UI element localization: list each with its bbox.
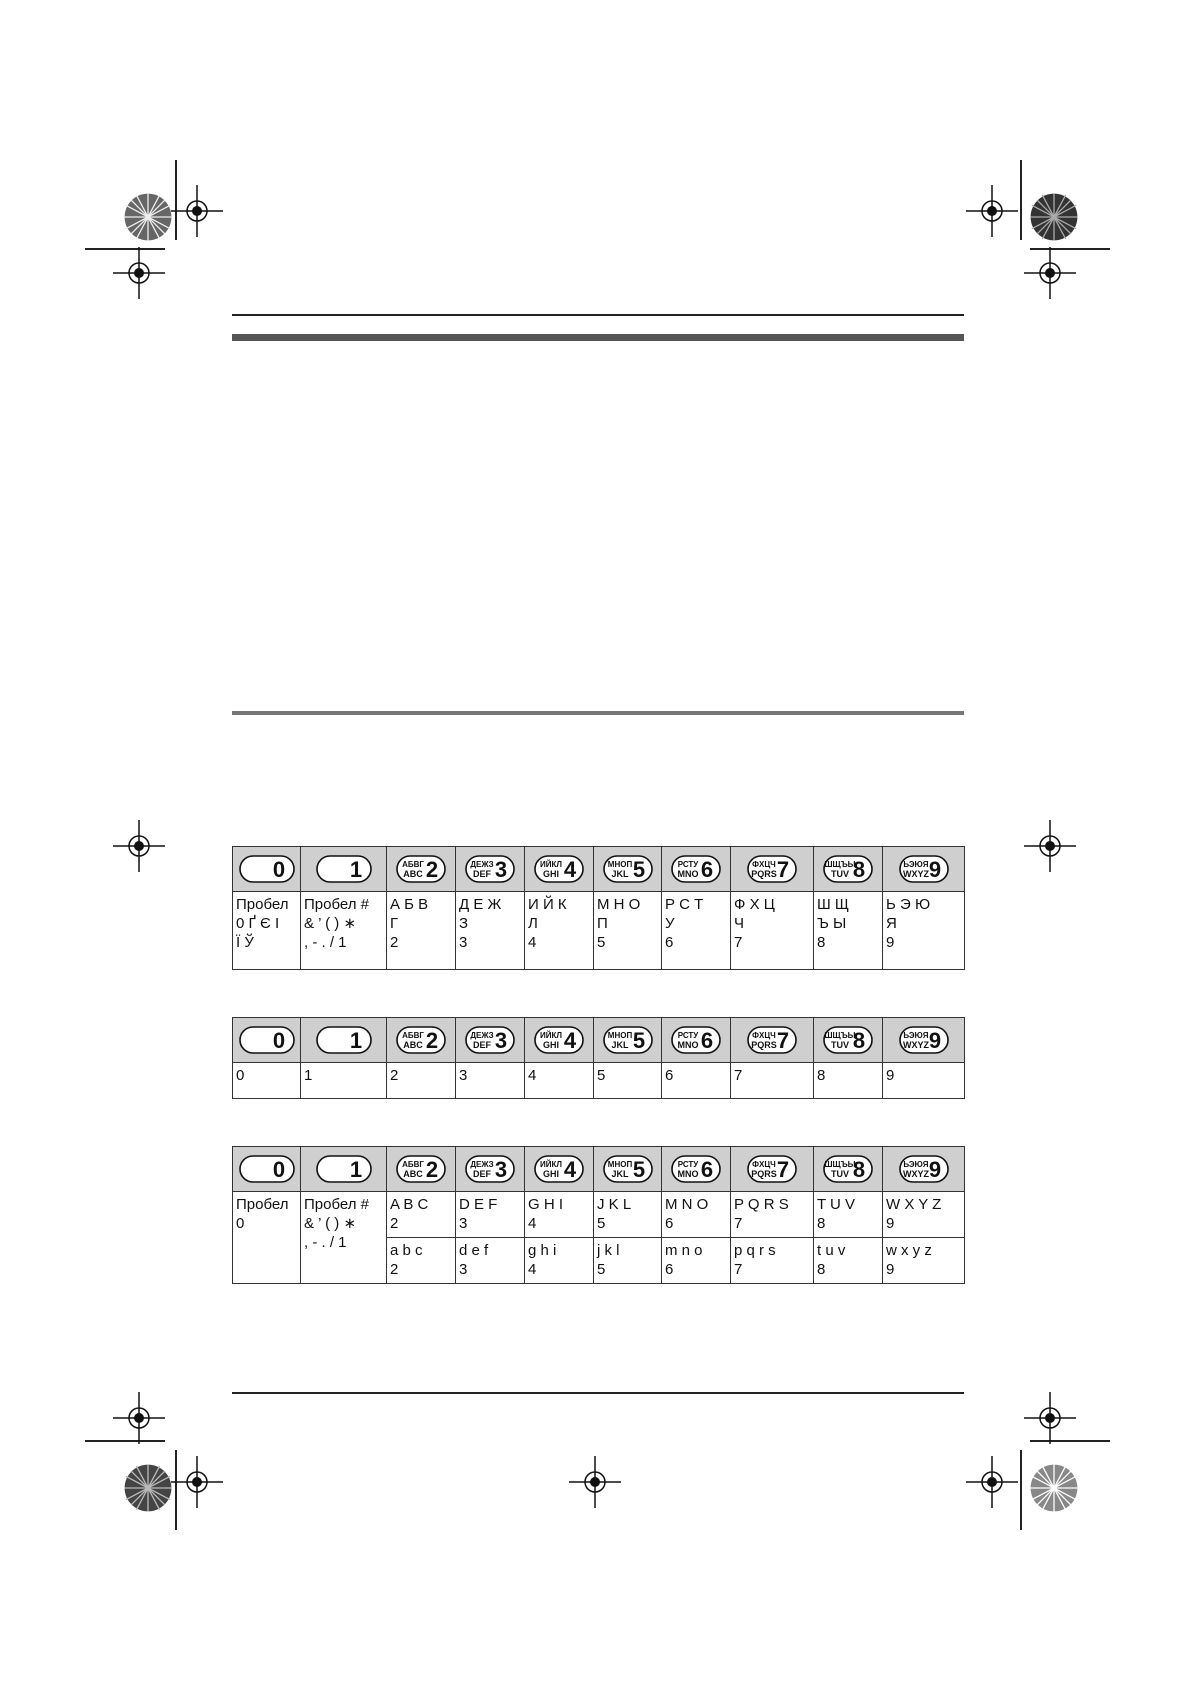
table-cell: Пробел 0 Ґ Є І Ї Ў (233, 892, 301, 970)
table-cell: Ш Щ Ъ Ы 8 (814, 892, 883, 970)
key-digit: 0 (272, 1028, 285, 1053)
phone-key-4-icon (534, 1026, 584, 1054)
table-cell: Ь Э Ю Я 9 (883, 892, 965, 970)
key-digit: 3 (494, 857, 508, 882)
key-header-cell (301, 847, 387, 892)
registration-crosshair-icon (569, 1456, 621, 1508)
key-digit: 1 (349, 1157, 362, 1182)
table-cell: P Q R S 7 (731, 1192, 814, 1238)
cyrillic-character-table (232, 846, 965, 970)
key-header-row (233, 847, 965, 892)
phone-key-6-icon (671, 1026, 721, 1054)
key-label-cyrillic: ИЙКЛ (540, 1031, 562, 1040)
key-label-latin: WXYZ (902, 869, 929, 879)
key-digit: 7 (776, 1028, 790, 1053)
phone-key-8-icon (823, 1026, 873, 1054)
key-label-latin: GHI (542, 1169, 560, 1179)
phone-key-9-icon (899, 855, 949, 883)
starburst-mark-icon (1028, 1462, 1068, 1502)
key-label-latin: JKL (610, 869, 629, 879)
crop-line (85, 248, 165, 250)
key-header-cell (456, 1147, 525, 1192)
phone-key-1-icon (316, 1026, 372, 1054)
table-cell: Пробел 0 (233, 1192, 301, 1284)
key-label-latin: PQRS (751, 869, 777, 879)
phone-key-3-icon (465, 855, 515, 883)
key-digit: 8 (852, 1157, 866, 1182)
table-cell: T U V 8 (814, 1192, 883, 1238)
table-cell: 4 (525, 1063, 594, 1099)
key-digit: 2 (425, 1028, 439, 1053)
key-header-row (233, 1147, 965, 1192)
table-cell: 5 (594, 1063, 662, 1099)
table-cell: D E F 3 (456, 1192, 525, 1238)
key-label-cyrillic: АБВГ (402, 860, 424, 869)
phone-key-7-icon (747, 855, 797, 883)
key-header-cell (387, 1147, 456, 1192)
key-label-latin: ABC (403, 869, 423, 879)
key-label-cyrillic: ДЕЖЗ (470, 1031, 494, 1040)
key-header-cell (233, 1147, 301, 1192)
table-cell: 2 (387, 1063, 456, 1099)
key-label-cyrillic: АБВГ (402, 1160, 424, 1169)
key-header-cell (387, 1018, 456, 1063)
key-label-latin: JKL (610, 1040, 629, 1050)
key-header-cell (301, 1147, 387, 1192)
key-label-cyrillic: МНОП (607, 1031, 632, 1040)
phone-key-1-icon (316, 1155, 372, 1183)
key-label-latin: TUV (831, 1169, 849, 1179)
key-label-cyrillic: ДЕЖЗ (470, 860, 494, 869)
key-header-cell (731, 1018, 814, 1063)
table-cell: Пробел # & ’ ( ) ∗ , - . / 1 (301, 892, 387, 970)
phone-key-1-icon (316, 855, 372, 883)
starburst-mark-icon (122, 191, 162, 231)
table-cell: a b c 2 (387, 1238, 456, 1284)
table-cell: A B C 2 (387, 1192, 456, 1238)
table-row (233, 1063, 965, 1099)
header-rule-thick (232, 334, 964, 341)
key-header-cell (662, 1147, 731, 1192)
key-header-cell (814, 1018, 883, 1063)
table-cell: М Н О П 5 (594, 892, 662, 970)
key-header-cell (233, 1018, 301, 1063)
registration-crosshair-icon (113, 820, 165, 872)
key-digit: 5 (632, 1028, 645, 1053)
phone-key-5-icon (603, 1155, 653, 1183)
key-header-cell (662, 847, 731, 892)
key-label-cyrillic: АБВГ (402, 1031, 424, 1040)
key-digit: 4 (563, 857, 577, 882)
key-label-latin: MNO (677, 1169, 699, 1179)
starburst-mark-icon (1028, 191, 1068, 231)
table-cell: Д Е Ж З 3 (456, 892, 525, 970)
key-label-latin: DEF (473, 869, 491, 879)
crop-line (1030, 1440, 1110, 1442)
key-label-latin: MNO (677, 1040, 699, 1050)
key-label-latin: ABC (403, 1169, 423, 1179)
table-cell: 7 (731, 1063, 814, 1099)
key-header-cell (814, 847, 883, 892)
key-digit: 4 (563, 1157, 577, 1182)
latin-character-table (232, 1146, 965, 1284)
key-label-cyrillic: ЬЭЮЯ (902, 860, 929, 869)
table-cell: t u v 8 (814, 1238, 883, 1284)
key-digit: 4 (563, 1028, 577, 1053)
phone-key-5-icon (603, 855, 653, 883)
phone-key-7-icon (747, 1026, 797, 1054)
key-header-cell (594, 1018, 662, 1063)
crop-line (1020, 1450, 1022, 1530)
phone-key-3-icon (465, 1155, 515, 1183)
key-digit: 6 (700, 1157, 714, 1182)
key-label-cyrillic: ФХЦЧ (752, 860, 776, 869)
key-digit: 6 (700, 857, 714, 882)
table-cell: W X Y Z 9 (883, 1192, 965, 1238)
table-cell: G H I 4 (525, 1192, 594, 1238)
phone-key-9-icon (899, 1155, 949, 1183)
key-header-cell (731, 847, 814, 892)
table-cell: j k l 5 (594, 1238, 662, 1284)
key-digit: 5 (632, 1157, 645, 1182)
key-label-cyrillic: ЬЭЮЯ (902, 1160, 929, 1169)
registration-crosshair-icon (171, 1456, 223, 1508)
key-digit: 2 (425, 1157, 439, 1182)
key-label-cyrillic: ШЩЪЫ (824, 860, 856, 869)
key-digit: 2 (425, 857, 439, 882)
key-digit: 0 (272, 1157, 285, 1182)
table-cell: 0 (233, 1063, 301, 1099)
key-label-latin: PQRS (751, 1040, 777, 1050)
table-cell: d e f 3 (456, 1238, 525, 1284)
key-digit: 1 (349, 857, 362, 882)
phone-key-7-icon (747, 1155, 797, 1183)
phone-key-4-icon (534, 1155, 584, 1183)
key-digit: 8 (852, 857, 866, 882)
table-row (233, 892, 965, 970)
phone-key-6-icon (671, 1155, 721, 1183)
key-digit: 8 (852, 1028, 866, 1053)
crop-line (1020, 160, 1022, 240)
key-header-cell (594, 1147, 662, 1192)
key-digit: 3 (494, 1157, 508, 1182)
table-cell: Р С Т У 6 (662, 892, 731, 970)
key-digit: 3 (494, 1028, 508, 1053)
key-header-cell (731, 1147, 814, 1192)
table-cell: Ф Х Ц Ч 7 (731, 892, 814, 970)
table-row (233, 1192, 965, 1238)
key-digit: 1 (349, 1028, 362, 1053)
table-cell: 9 (883, 1063, 965, 1099)
starburst-mark-icon (122, 1462, 162, 1502)
phone-key-0-icon (239, 1155, 295, 1183)
key-label-latin: TUV (831, 869, 849, 879)
registration-crosshair-icon (966, 185, 1018, 237)
key-label-cyrillic: ШЩЪЫ (824, 1031, 856, 1040)
key-header-cell (456, 1018, 525, 1063)
key-label-latin: ABC (403, 1040, 423, 1050)
numeric-character-table (232, 1017, 965, 1099)
key-label-cyrillic: РСТУ (677, 860, 699, 869)
header-rule-thin (232, 314, 964, 316)
key-digit: 5 (632, 857, 645, 882)
crop-line (175, 1450, 177, 1530)
section-rule (232, 711, 964, 715)
key-digit: 7 (776, 857, 790, 882)
key-header-cell (814, 1147, 883, 1192)
crop-line (1030, 248, 1110, 250)
phone-key-3-icon (465, 1026, 515, 1054)
table-cell: 8 (814, 1063, 883, 1099)
phone-key-5-icon (603, 1026, 653, 1054)
key-label-latin: JKL (610, 1169, 629, 1179)
phone-key-9-icon (899, 1026, 949, 1054)
key-label-latin: GHI (542, 1040, 560, 1050)
registration-crosshair-icon (1024, 820, 1076, 872)
key-digit: 9 (928, 857, 941, 882)
registration-crosshair-icon (171, 185, 223, 237)
key-label-latin: WXYZ (902, 1169, 929, 1179)
key-label-cyrillic: ШЩЪЫ (824, 1160, 856, 1169)
phone-key-2-icon (396, 855, 446, 883)
key-label-cyrillic: ФХЦЧ (752, 1031, 776, 1040)
table-cell: m n o 6 (662, 1238, 731, 1284)
key-label-cyrillic: МНОП (607, 1160, 632, 1169)
key-header-cell (525, 847, 594, 892)
table-cell: M N O 6 (662, 1192, 731, 1238)
key-header-cell (883, 1018, 965, 1063)
key-header-cell (525, 1147, 594, 1192)
table-cell: 6 (662, 1063, 731, 1099)
table-cell: g h i 4 (525, 1238, 594, 1284)
registration-crosshair-icon (1024, 1392, 1076, 1444)
table-cell: И Й К Л 4 (525, 892, 594, 970)
key-label-cyrillic: ФХЦЧ (752, 1160, 776, 1169)
key-label-latin: MNO (677, 869, 699, 879)
key-label-latin: PQRS (751, 1169, 777, 1179)
key-label-cyrillic: ДЕЖЗ (470, 1160, 494, 1169)
key-label-latin: DEF (473, 1169, 491, 1179)
key-digit: 9 (928, 1157, 941, 1182)
crop-line (85, 1440, 165, 1442)
key-digit: 0 (272, 857, 285, 882)
key-header-row (233, 1018, 965, 1063)
table-cell: 1 (301, 1063, 387, 1099)
key-label-latin: DEF (473, 1040, 491, 1050)
registration-crosshair-icon (113, 247, 165, 299)
phone-key-4-icon (534, 855, 584, 883)
key-digit: 9 (928, 1028, 941, 1053)
key-digit: 6 (700, 1028, 714, 1053)
key-label-cyrillic: ИЙКЛ (540, 860, 562, 869)
key-header-cell (594, 847, 662, 892)
key-label-cyrillic: МНОП (607, 860, 632, 869)
table-cell: J K L 5 (594, 1192, 662, 1238)
phone-key-6-icon (671, 855, 721, 883)
key-header-cell (525, 1018, 594, 1063)
key-label-cyrillic: ИЙКЛ (540, 1160, 562, 1169)
phone-key-0-icon (239, 1026, 295, 1054)
table-cell: w x y z 9 (883, 1238, 965, 1284)
registration-crosshair-icon (113, 1392, 165, 1444)
footer-rule (232, 1392, 964, 1394)
phone-key-0-icon (239, 855, 295, 883)
phone-key-2-icon (396, 1026, 446, 1054)
key-label-cyrillic: РСТУ (677, 1160, 699, 1169)
table-cell: А Б В Г 2 (387, 892, 456, 970)
key-label-latin: TUV (831, 1040, 849, 1050)
key-label-cyrillic: ЬЭЮЯ (902, 1031, 929, 1040)
phone-key-8-icon (823, 855, 873, 883)
table-cell: 3 (456, 1063, 525, 1099)
key-header-cell (387, 847, 456, 892)
phone-key-2-icon (396, 1155, 446, 1183)
key-header-cell (456, 847, 525, 892)
phone-key-8-icon (823, 1155, 873, 1183)
table-cell: Пробел # & ’ ( ) ∗ , - . / 1 (301, 1192, 387, 1284)
registration-crosshair-icon (966, 1456, 1018, 1508)
key-header-cell (883, 1147, 965, 1192)
key-header-cell (662, 1018, 731, 1063)
key-label-cyrillic: РСТУ (677, 1031, 699, 1040)
registration-crosshair-icon (1024, 247, 1076, 299)
key-header-cell (883, 847, 965, 892)
table-cell: p q r s 7 (731, 1238, 814, 1284)
key-digit: 7 (776, 1157, 790, 1182)
key-header-cell (233, 847, 301, 892)
crop-line (175, 160, 177, 240)
key-header-cell (301, 1018, 387, 1063)
key-label-latin: GHI (542, 869, 560, 879)
key-label-latin: WXYZ (902, 1040, 929, 1050)
